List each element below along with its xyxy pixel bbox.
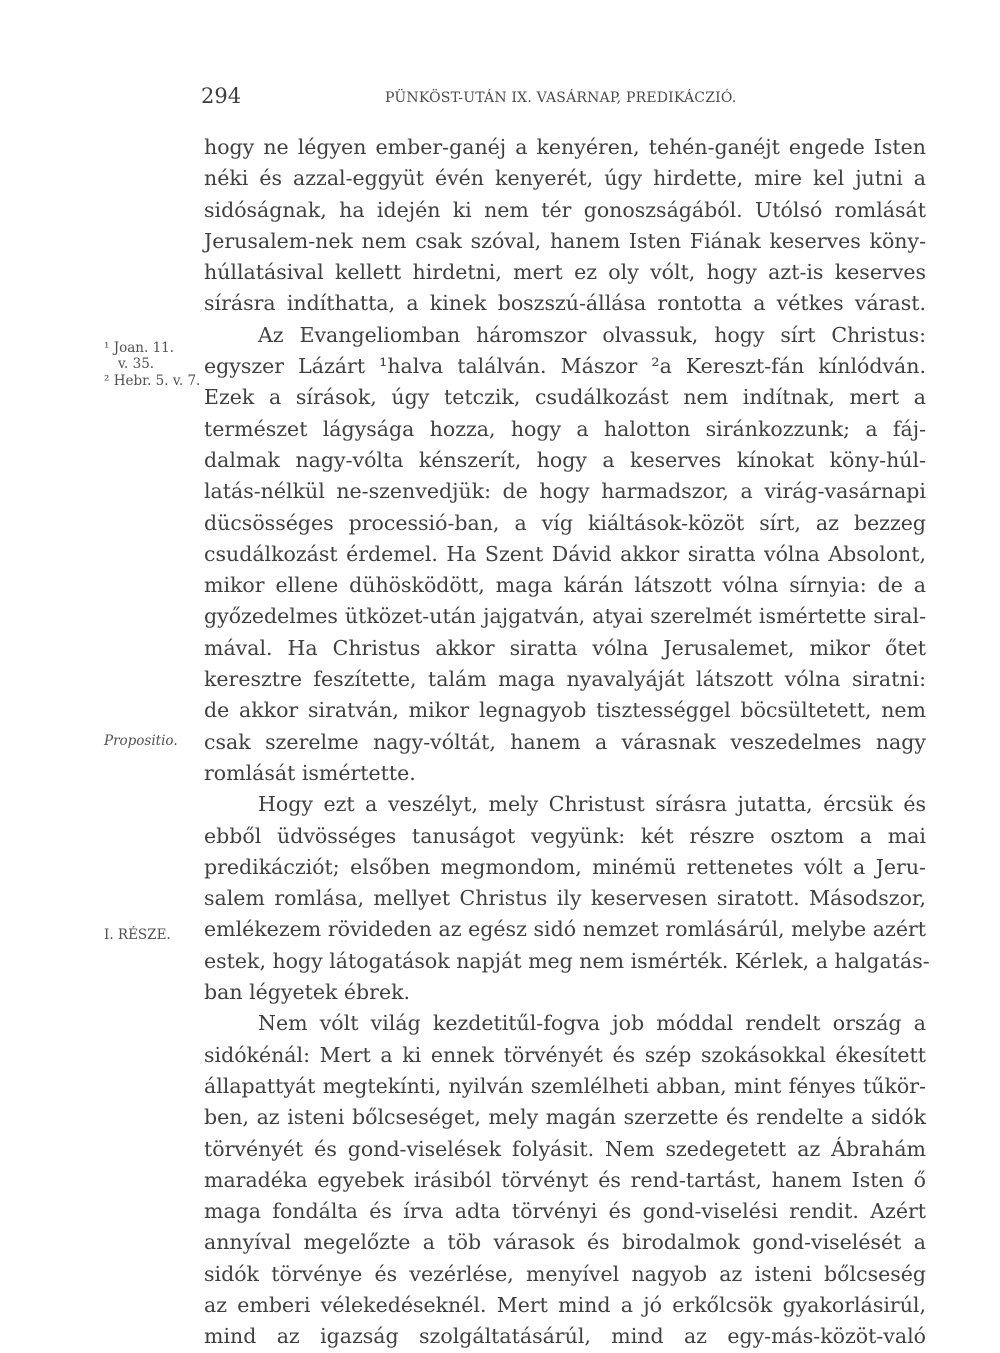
- text-line: annyíval megelőzte a töb várasok és birodalmok gond-viselését a: [204, 1230, 926, 1255]
- text-line: természet lágysága hozza, hogy a halotton siránkozzunk; a fáj-: [204, 416, 926, 441]
- text-line: mával. Ha Christus akkor siratta vólna Jerusalemet, mikor őtet: [204, 635, 926, 660]
- page-header: [0, 84, 1000, 114]
- text-line: Az Evangeliomban háromszor olvassuk, hogy sírt Christus:: [258, 322, 926, 347]
- text-line: Hogy ezt a veszélyt, mely Christust sírásra jutatta, ércsük és: [258, 792, 926, 817]
- text-line: mind az igazság szolgáltatásárúl, mind az egy-más-közöt-való: [204, 1324, 926, 1349]
- page-number: 294: [201, 84, 242, 108]
- text-line: maradéka egyebek irásiból törvényt és rend-tartást, hanem Isten ő: [204, 1167, 926, 1192]
- text-line: egyszer Lázárt ¹halva találván. Mászor ²a Kereszt-fán kínlódván.: [204, 354, 926, 379]
- text-line: Ezek a sírások, úgy tetczik, csudálkozást nem indítnak, mert a: [204, 385, 926, 410]
- text-line: hogy ne légyen ember-ganéj a kenyéren, tehén-ganéjt engede Isten: [204, 135, 926, 159]
- text-line: sidóságnak, ha idején ki nem tér gonoszságából. Utólsó romlását: [204, 197, 926, 222]
- margin-note-joan: ¹ Joan. 11.: [104, 340, 175, 356]
- text-line: predikácziót; elsőben megmondom, minémü rettenetes vólt a Jeru-: [204, 854, 926, 879]
- text-line: az emberi vélekedéseknél. Mert mind a jó erkőlcsök gyakorlásirúl,: [204, 1292, 926, 1317]
- text-line: keresztre feszítette, talám maga nyavalyáját látszott vólna siratni:: [204, 667, 926, 692]
- text-line: mikor ellene dühösködött, maga kárán látszott vólna sírnyia: de a: [204, 573, 926, 598]
- text-line: sidók törvénye és vezérlése, menyível nagyob az isteni bőlcseség: [204, 1261, 926, 1286]
- margin-note-hebr: ² Hebr. 5. v. 7.: [104, 373, 201, 389]
- margin-note-joan-verse: v. 35.: [118, 356, 155, 372]
- text-line: maga fondálta és írva adta törvényi és gond-viselési rendit. Azért: [204, 1199, 926, 1224]
- text-line: csak szerelme nagy-vóltát, hanem a várasnak veszedelmes nagy: [204, 729, 926, 754]
- body-text: [204, 132, 930, 1353]
- text-line: ban légyetek ébrek.: [204, 980, 411, 1005]
- text-line: latás-nélkül ne-szenvedjük: de hogy harmadszor, a virág-vasárnapi: [204, 479, 926, 504]
- text-line: de akkor siratván, mikor legnagyob tisztességgel böcsültetett, nem: [204, 698, 926, 723]
- text-line: néki és azzal-eggyüt évén kenyerét, úgy hirdette, mire kel jutni a: [204, 166, 926, 191]
- text-line: romlását ismértette.: [204, 760, 416, 785]
- text-line: estek, hogy látogatások napját meg nem ismérték. Kérlek, a halgatás-: [204, 948, 930, 973]
- text-line: emlékezem rövideden az egész sidó nemzet romlásárúl, melybe azért: [204, 917, 926, 942]
- text-line: sidókénál: Mert a ki ennek törvényét és szép szokásokkal ékesített: [204, 1042, 926, 1067]
- text-line: húllatásival kellett hirdetni, mert ez oly vólt, hogy azt-is keserves: [204, 260, 926, 285]
- running-head: PÜNKÖST-UTÁN IX. VASÁRNAP, PREDIKÁCZIÓ.: [385, 90, 737, 106]
- margin-note-propositio: Propositio.: [104, 733, 178, 749]
- text-line: ebből üdvösséges tanuságot vegyünk: két részre osztom a mai: [204, 823, 926, 848]
- text-line: salem romlása, mellyet Christus ily keservesen siratott. Másodszor,: [204, 886, 926, 911]
- text-line: Nem vólt világ kezdetitűl-fogva job móddal rendelt ország a: [258, 1011, 926, 1036]
- text-line: Jerusalem-nek nem csak szóval, hanem Isten Fiának keserves köny-: [204, 228, 926, 253]
- text-line: győzedelmes ütközet-után jajgatván, atyai szerelmét ismértette siral-: [204, 604, 926, 629]
- text-line: csudálkozást érdemel. Ha Szent Dávid akkor siratta vólna Absolont,: [204, 541, 926, 566]
- text-line: törvényét és gond-viselések folyásit. Nem szedegetett az Ábrahám: [204, 1136, 926, 1161]
- text-line: állapattyát megtekínti, nyilván szemlélheti abban, mint fényes tűkör-: [204, 1073, 926, 1098]
- text-line: dücsösséges processió-ban, a víg kiáltások-közöt sírt, az bezzeg: [204, 510, 926, 535]
- text-line: dalmak nagy-vólta kénszerít, hogy a keserves kínokat köny-húl-: [204, 447, 926, 472]
- text-line: ben, az isteni bőlcseséget, mely magán szerzette és rendelte a sidók: [204, 1105, 926, 1130]
- text-line: sírásra indíthatta, a kinek boszszú-állása rontotta a vétkes várast.: [204, 291, 926, 316]
- margin-note-part: I. RÉSZE.: [104, 927, 171, 943]
